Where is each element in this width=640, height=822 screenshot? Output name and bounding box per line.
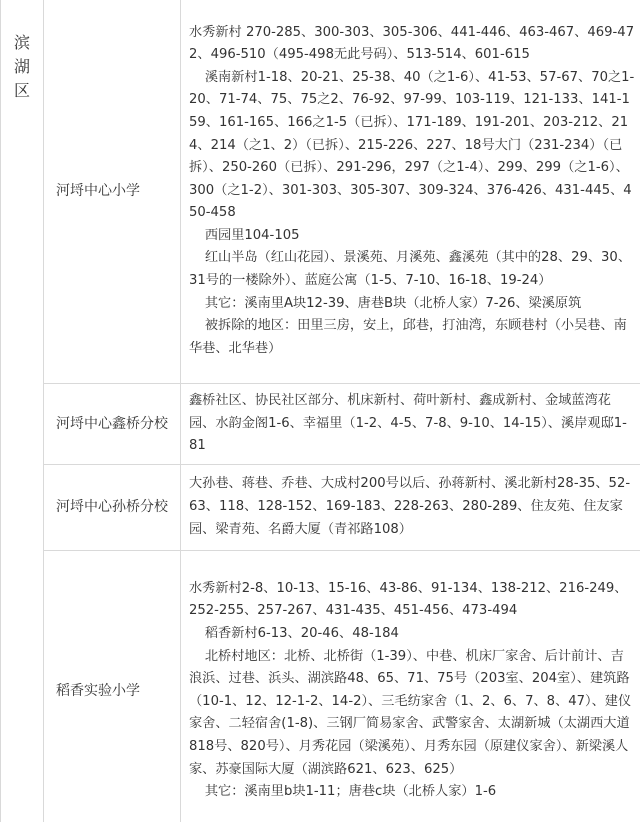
area-paragraph: 稻香新村6-13、20-46、48-184	[204, 626, 399, 641]
area-paragraph: 其它：溪南里A块12-39、唐巷B块（北桥人家）7-26、梁溪原筑	[204, 295, 582, 311]
school-name: 河埒中心孙桥分校	[56, 499, 168, 516]
school-name-cell	[44, 384, 181, 465]
area-paragraph: 溪南新村1-18、20-21、25-38、40（之1-6）、41-53、57-67、70之1-20、71-74、75、75之2、76-92、97-99、103-119、121-133、141-159、161-165、166之1-5（已拆）、171-189、191-201、203-212、214、214（之1、2）（已拆）、215-226、227、18号大门（231-234）（已拆）、250-260（已拆）、291-296，297（之1-4）、299、299（之1-6）、300（之1-2）、301-303、305-307、309-324、376-426、431-445、450-458	[189, 69, 635, 221]
school-name: 河埒中心鑫桥分校	[56, 415, 168, 432]
school-name: 河埒中心小学	[56, 183, 140, 199]
school-name-cell	[44, 0, 181, 384]
school-name-cell	[44, 464, 181, 550]
area-paragraph: 西园里104-105	[204, 227, 300, 243]
area-paragraph: 其它：溪南里b块1-11；唐巷c块（北桥人家）1-6	[204, 784, 497, 800]
area-paragraph: 大孙巷、蒋巷、乔巷、大成村200号以后、孙蒋新村、溪北新村28-35、52-63、118、128-152、169-183、228-263、280-289、住友苑、住友家园、梁青苑、名爵大厦（青祁路108）	[189, 476, 631, 537]
school-name-cell	[44, 550, 181, 822]
school-name: 稻香实验小学	[56, 682, 140, 699]
area-paragraph: 鑫桥社区、协民社区部分、机床新村、荷叶新村、鑫成新村、金域蓝湾花园、水韵金阁1-6、幸福里（1-2、4-5、7-8、9-10、14-15）、溪岸观邸1-81	[189, 393, 627, 454]
district-name: 滨湖区	[14, 33, 31, 100]
area-paragraph: 红山半岛（红山花园）、景溪苑、月溪苑、鑫溪苑（其中的28、29、30、31号的一楼除外）、蓝庭公寓（1-5、7-10、16-18、19-24）	[189, 250, 632, 289]
service-area-cell	[181, 464, 640, 550]
table-row	[1, 464, 640, 550]
district-cell	[1, 0, 44, 822]
table-row	[1, 384, 640, 465]
area-paragraph: 水秀新村 270-285、300-303、305-306、441-446、463-467、469-472、496-510（495-498无此号码）、513-514、601-615	[189, 24, 635, 63]
table-row	[1, 550, 640, 822]
area-paragraph: 北桥村地区：北桥、北桥街（1-39）、中巷、机床厂家舍、后计前计、吉浪浜、过巷、浜头、湖滨路48、65、71、75号（203室、204室）、建筑路（10-1、12、12-1-2、14-2）、三毛纺家舍（1、2、6、7、8、47）、建仪家舍、二轻宿舍(1-8)、三钢厂简易家舍、武警家舍、太湖新城（太湖西大道818号、820号）、月秀花园（梁溪苑）、月秀东园（原建仪家舍）、新梁溪人家、苏豪国际大厦（湖滨路621、623、625）	[189, 648, 632, 777]
service-area-cell	[181, 550, 640, 822]
area-paragraph: 被拆除的地区：田里三房，安上，邱巷，打油湾，东顾巷村（小吴巷、南华巷、北华巷）	[189, 318, 627, 356]
service-area-cell	[181, 0, 640, 384]
service-area-cell	[181, 384, 640, 465]
table-row	[1, 0, 640, 384]
area-paragraph: 水秀新村2-8、10-13、15-16、43-86、91-134、138-212、216-249、252-255、257-267、431-435、451-456、473-494	[189, 580, 628, 619]
